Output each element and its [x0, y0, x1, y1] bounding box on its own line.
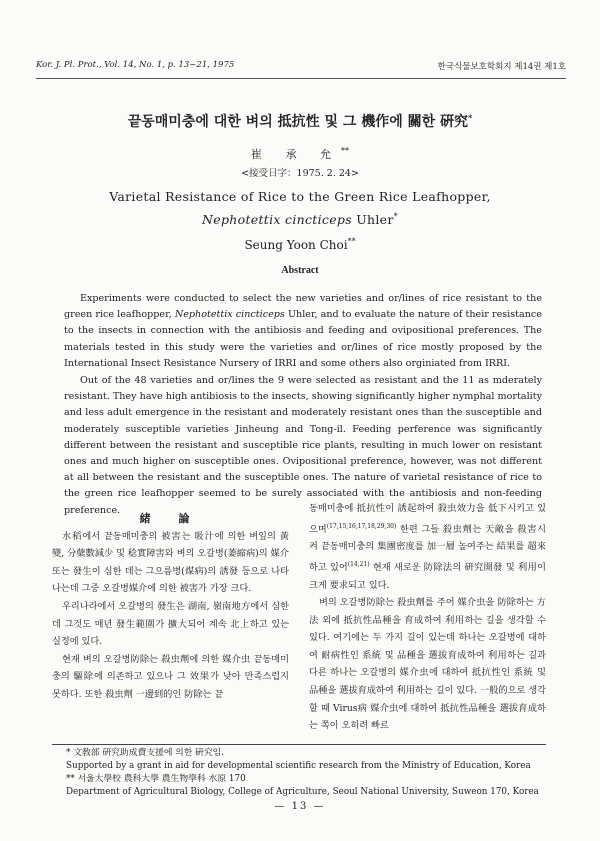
section-heading-introduction: 緒 論: [139, 512, 202, 525]
citation: (14,21): [347, 560, 370, 568]
english-title-line2: Nephotettix cincticeps Uhler*: [202, 212, 398, 228]
abstract-heading: Abstract: [281, 265, 319, 276]
left-column: [52, 510, 289, 704]
korean-author: 崔 承 允**: [251, 146, 349, 161]
intro-paragraph-3: 현재 벼의 오갈병防除는 殺虫劑에 의한 媒介虫 끝동매미충의 驅除에 의존하고 있으나 그 效果가 낮아 만족스럽지 못하다. 또한 殺虫劑 一邊到的인 防除는 끝: [52, 653, 289, 700]
author-footnote-mark: **: [341, 146, 349, 156]
journal-citation: Kor. J. Pl. Prot., Vol. 14, No. 1, p. 13~21, 1975: [36, 60, 235, 70]
footnote-affiliation-ko: ** 서울大學校 農科大學 農生物學科 水原 170: [66, 774, 246, 784]
english-author: Seung Yoon Choi**: [244, 237, 356, 252]
footnotes: [66, 747, 546, 799]
intro-paragraph-1: 水稻에서 끝동매미충의 被害는 吸汁에 의한 벼잎의 黃變, 分蘖數減少 및 稔實障害와 벼의 오갈병(萎縮病)의 媒介 또는 發生이 심한 데는 그으름병(煤病)의 誘發 등으로 나타나는데 그중 오갈병媒介에 의한 被害가 가장 크다.: [52, 530, 289, 595]
scientific-name: Nephotettix cincticeps: [202, 212, 352, 228]
english-title: [0, 187, 600, 230]
footnote-funding-ko: * 文敎部 硏究助成費支援에 의한 硏究임.: [66, 748, 224, 758]
scientific-name: Nephotettix cincticeps: [174, 309, 285, 321]
intro-paragraph-5: 벼의 오갈병防除는 殺虫劑를 주어 媒介虫을 防除하는 方法 외에 抵抗性品種을 育成하여 利用하는 길을 생각할 수 있다. 여기에는 두 가지 길이 있는데 하나는 오갈병에 대하여 耐病性인 系統 및 品種을 選拔育成하여 利用하는 길과 다른 하나는 오갈병의 媒介虫에 대하여 抵抗性인 系統 및 品種을 選拔育成하여 利用하는 길이 있다. 一般的으로 생각할 때 Virus病 媒介虫에 대하여 抵抗性品種을 選拔育成하는 쪽이 오히려 빠르: [309, 597, 546, 732]
received-date: <接受日字：1975. 2. 24>: [241, 168, 359, 179]
korean-title: 끝동매미충에 대한 벼의 抵抗性 및 그 機作에 關한 硏究*: [127, 112, 473, 130]
header-rule: [36, 78, 566, 79]
intro-paragraph-2: 우리나라에서 오갈병의 發生은 湖南, 嶺南地方에서 심한데 그것도 매년 發生範圍가 擴大되어 계속 北上하고 있는 실정에 있다.: [52, 600, 289, 648]
journal-name-korean: 한국식물보호학회지 제14권 제1호: [437, 62, 566, 72]
right-column: [309, 500, 546, 735]
footnote-affiliation-en: Department of Agricultural Biology, College of Agriculture, Seoul National University, Suweon 170, Korea: [66, 787, 539, 797]
citation: (17,15,16,17,18,29,30): [326, 522, 397, 530]
intro-paragraph-4: 동매미충에 抵抗性이 誘起하여 殺虫效力을 低下시키고 있으며$^{(17,15,16,17,18,29,30)}$ 한편 그들 殺虫劑는 天敵을 殺害시켜 끝동매미충의 集團密度를 加一層 높여주는 結果를 超來하고 있어$^{(14,21)}$ 현재 새로운 防除法의 硏究開發 및 利用이 크게 要求되고 있다.: [309, 503, 546, 591]
footnote-funding-en: Supported by a grant in aid for developmental scientific research from the Ministry of Education, Korea: [66, 761, 531, 771]
english-title-line1: Varietal Resistance of Rice to the Green Rice Leafhopper,: [109, 189, 491, 204]
abstract-paragraph-2: Out of the 48 varieties and or/lines the 9 were selected as resistant and the 11 as mderately resistant. They have high antibiosis to the insects, showing significantly higher nymphal mortality and less adult emergence in the resistant and moderately resistant ones than the susceptible and moderately susceptible varieties Jinheung and Tong-il. Feeding perference was significantly different between the resistant and susceptible rice plants, resulting in much lower on resistant ones and much higher on susceptible ones. Ovipositional preference, however, was not different at all between the resistant and the susceptible ones. The nature of varietal resistance of rice to the green rice leafhopper seemed to be surely associated with the antibiosis and non-feeding preference.: [64, 375, 542, 516]
page-number: — 13 —: [274, 801, 326, 812]
footnote-rule: [52, 744, 546, 745]
abstract-body: [64, 291, 542, 519]
title-footnote-mark: *: [468, 112, 473, 123]
abstract-paragraph-1: Experiments were conducted to select the new varieties and or/lines of rice resistant to the green rice leafhopper, Nephotettix cincticeps Uhler, and to evaluate the nature of their resistance to the insects in connection with the antibiosis and feeding and ovipositional preferences. The materials tested in this study were the varieties and or/lines of rice mostly proposed by the International Insect Resistance Nursery of IRRI and some others also orginiated from IRRI.: [64, 293, 542, 369]
running-header: [36, 60, 566, 76]
